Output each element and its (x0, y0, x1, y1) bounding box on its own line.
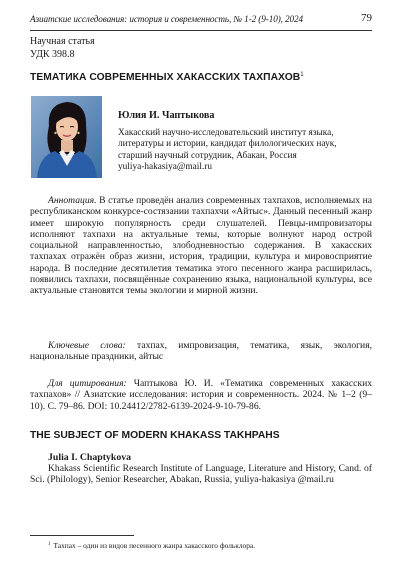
citation-label: Для цитирования: (48, 378, 127, 389)
journal-title: Азиатские исследования: история и современность, № 1-2 (9-10), 2024 (30, 14, 304, 24)
article-title-ru (30, 72, 304, 83)
abstract-text: В статье проведён анализ современных тахпахов, исполняемых на республиканском конкурсе-состязании тахпахчи «Айтыс». Данный песенный жанр имеет широкую популярность среди слушателей. Певцы-импровизаторы исполняют тахпахи на актуальные темы, которые волнуют народ острой социальной направленностью, злободневностью содержания. В хакасских тахпахах отражён образ жизни, история, традиции, культура и мировосприятие народа. В последние десятилетия тематика этого песенного жанра расширилась, появились тахпахи, посвящённые сохранению языка, национальной культуры, все актуальные становятся темы экологии и мирной жизни. (30, 195, 372, 297)
footnote-mark: 1 (48, 542, 51, 547)
title-footnote-mark: 1 (300, 72, 304, 78)
author-email-ru: yuliya-hakasiya@mail.ru (118, 162, 213, 173)
abstract-ru (30, 195, 372, 297)
footnote (48, 541, 255, 550)
title-ru-text: ТЕМАТИКА СОВРЕМЕННЫХ ХАКАССКИХ ТАХПАХОВ (30, 72, 301, 83)
keywords-label: Ключевые слова: (48, 340, 126, 351)
author-affiliation-en: Khakass Scientific Research Institute of Language, Literature and History, Cand. of Sci. (Philology), Senior Researcher, Abakan, Russia, yuliya-hakasiya @mail.ru (30, 463, 372, 486)
affiliation-ru-text: Хакасский научно-исследовательский институт языка, литературы и истории, кандидат филологических наук, старший научный сотрудник, Абакан, Россия (118, 128, 337, 161)
author-photo (31, 96, 102, 178)
keywords-ru (30, 340, 372, 363)
running-header (30, 13, 372, 31)
footnote-rule (30, 535, 134, 536)
keywords-text: тахпах, импровизация, тематика, язык, экология, национальные праздники, айтыс (30, 340, 372, 363)
abstract-label: Аннотация. (48, 195, 97, 206)
citation-text: Чаптыкова Ю. И. «Тематика современных хакасских тахпахов» // Азиатские исследования: история и современность. 2024. № 1–2 (9–10). С. 79–86. DOI: 10.24412/2782-6139-2024-9-10-79-86. (30, 378, 373, 412)
article-type: Научная статья (30, 36, 95, 47)
article-meta (30, 36, 95, 61)
page-number: 79 (361, 12, 372, 24)
citation-ru (30, 378, 372, 412)
article-title-en: THE SUBJECT OF MODERN KHAKASS TAKHPAHS (30, 430, 280, 441)
udc-code: УДК 398.8 (30, 48, 75, 60)
author-name-ru: Юлия И. Чаптыкова (118, 110, 215, 121)
footnote-text: Тахпах – один из видов песенного жанра хакасского фольклора. (53, 541, 256, 550)
author-affiliation-ru (118, 128, 372, 174)
author-name-en: Julia I. Chaptykova (48, 452, 132, 463)
